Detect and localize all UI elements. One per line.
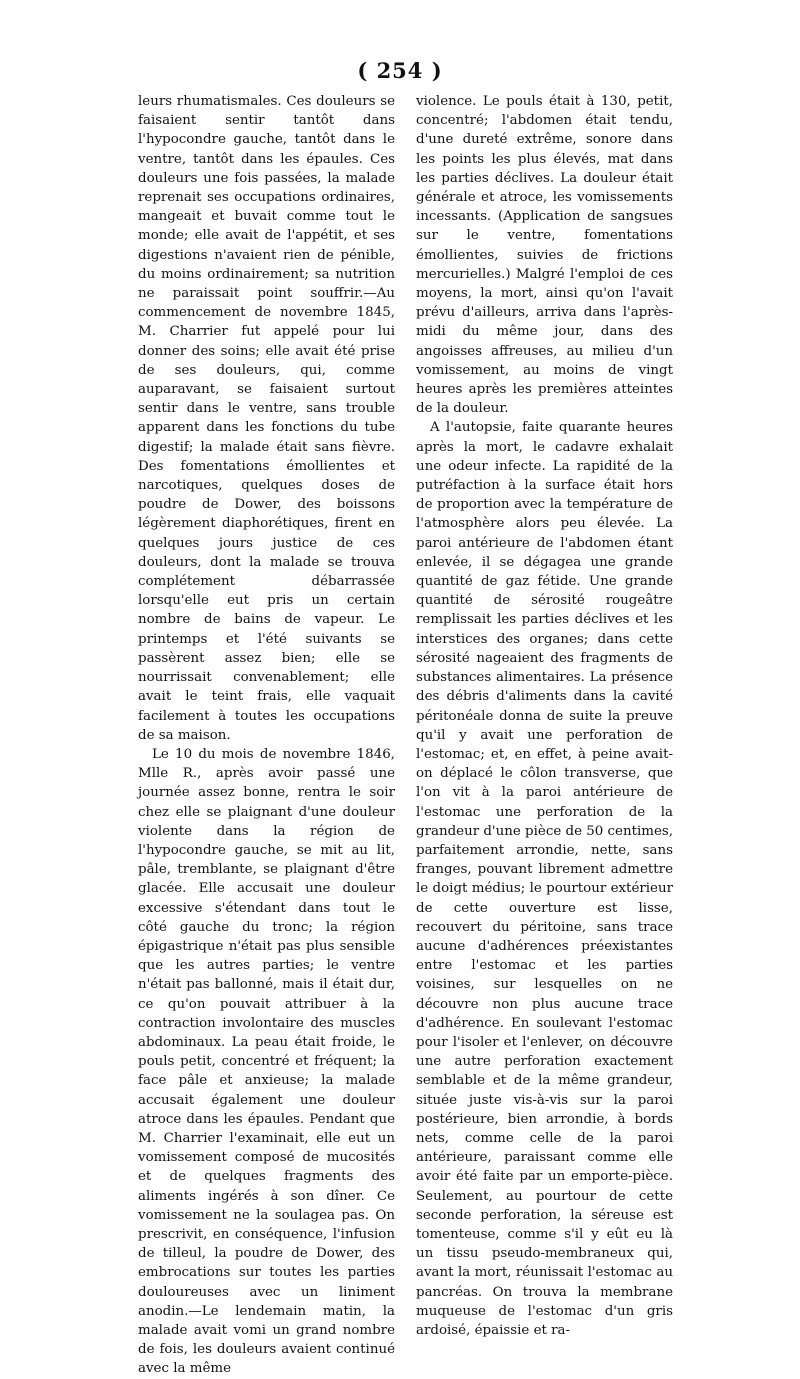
page-number: ( 254 ) — [357, 58, 443, 83]
paragraph: Le 10 du mois de novembre 1846, Mlle R., après avoir passé une journée assez bonne, rentra le soir chez elle se plaignant d'une douleur violente dans la région de l'hypocondre gauche, se mit au lit, pâle, tremblante, se plaignant d'être glacée. Elle accusait une douleur excessive s'étendant dans tout le côté gauche du tronc; la région épigastrique n'était pas plus sensible que les autres parties; le ventre n'était pas ballonné, mais il était dur, ce qu'on pouvait attribuer à la contraction involontaire des muscles abdominaux. La peau était froide, le pouls petit, concentré et fréquent; la face pâle et anxieuse; la malade accusait également une douleur atroce dans les épaules. Pendant que M. Charrier l'examinait, elle eut un vomissement composé de mucosités et de quelques fragments des aliments ingérés à son dîner. Ce vomissement ne la soulagea pas. On prescrivit, en conséquence, l'infusion de tilleul, la poudre de Dower, des embrocations sur toutes les parties douloureuses avec un liniment anodin.—Le lendemain matin, la malade avait vomi un grand nombre de fois, les douleurs avaient continué avec la même — [138, 746, 395, 1377]
paragraph: violence. Le pouls était à 130, petit, concentré; l'abdomen était tendu, d'une dureté extrême, sonore dans les points les plus élevés, mat dans les parties déclives. La douleur était générale et atroce, les vomissements incessants. (Application de sangsues sur le ventre, fomentations émollientes, suivies de frictions mercurielles.) Malgré l'emploi de ces moyens, la mort, ainsi qu'on l'avait prévu d'ailleurs, arriva dans l'après-midi du même jour, dans des angoisses affreuses, au milieu d'un vomissement, au moins de vingt heures après les premières atteintes de la douleur. — [416, 94, 673, 417]
paragraph: leurs rhumatismales. Ces douleurs se faisaient sentir tantôt dans l'hypocondre gauche, tantôt dans le ventre, tantôt dans les épaules. Ces douleurs une fois passées, la malade reprenait ses occupations ordinaires, mangeait et buvait comme tout le monde; elle avait de l'appétit, et ses digestions n'avaient rien de pénible, du moins ordinairement; sa nutrition ne paraissait point souffrir.—Au commencement de novembre 1845, M. Charrier fut appelé pour lui donner des soins; elle avait été prise de ses douleurs, qui, comme auparavant, se faisaient surtout sentir dans le ventre, sans trouble apparent dans les fonctions du tube digestif; la malade était sans fièvre. Des fomentations émollientes et narcotiques, quelques doses de poudre de Dower, des boissons légèrement diaphorétiques, firent en quelques jours justice de ces douleurs, dont la malade se trouva complétement débarrassée lorsqu'elle eut pris un certain nombre de bains de vapeur. Le printemps et l'été suivants se passèrent assez bien; elle se nourrissait convenablement; elle avait le teint frais, elle vaquait facilement à toutes les occupations de sa maison. — [138, 94, 395, 743]
right-column — [416, 92, 673, 1340]
paragraph: A l'autopsie, faite quarante heures après la mort, le cadavre exhalait une odeur infecte. La rapidité de la putréfaction à la surface était hors de proportion avec la température de l'atmosphère alors peu élevée. La paroi antérieure de l'abdomen étant enlevée, il se dégagea une grande quantité de gaz fétide. Une grande quantité de sérosité rougeâtre remplissait les parties déclives et les interstices des organes; dans cette sérosité nageaient des fragments de substances alimentaires. La présence des débris d'aliments dans la cavité péritonéale donna de suite la preuve qu'il y avait une perforation de l'estomac; et, en effet, à peine avait-on déplacé le côlon transverse, que l'on vit à la paroi antérieure de l'estomac une perforation de la grandeur d'une pièce de 50 centimes, parfaitement arrondie, nette, sans franges, pouvant librement admettre le doigt médius; le pourtour extérieur de cette ouverture est lisse, recouvert du péritoine, sans trace aucune d'adhérences préexistantes entre l'estomac et les parties voisines, sur lesquelles on ne découvre non plus aucune trace d'adhérence. En soulevant l'estomac pour l'isoler et l'enlever, on découvre une autre perforation exactement semblable et de la même grandeur, située juste vis-à-vis sur la paroi postérieure, bien arrondie, à bords nets, comme celle de la paroi antérieure, paraissant comme elle avoir été faite par un emporte-pièce. Seulement, au pourtour de cette seconde perforation, la séreuse est tomenteuse, comme s'il y eût eu là un tissu pseudo-membraneux qui, avant la mort, réunissait l'estomac au pancréas. On trouva la membrane muqueuse de l'estomac d'un gris ardoisé, épaissie et ra- — [416, 420, 674, 1338]
left-column — [138, 92, 395, 1379]
